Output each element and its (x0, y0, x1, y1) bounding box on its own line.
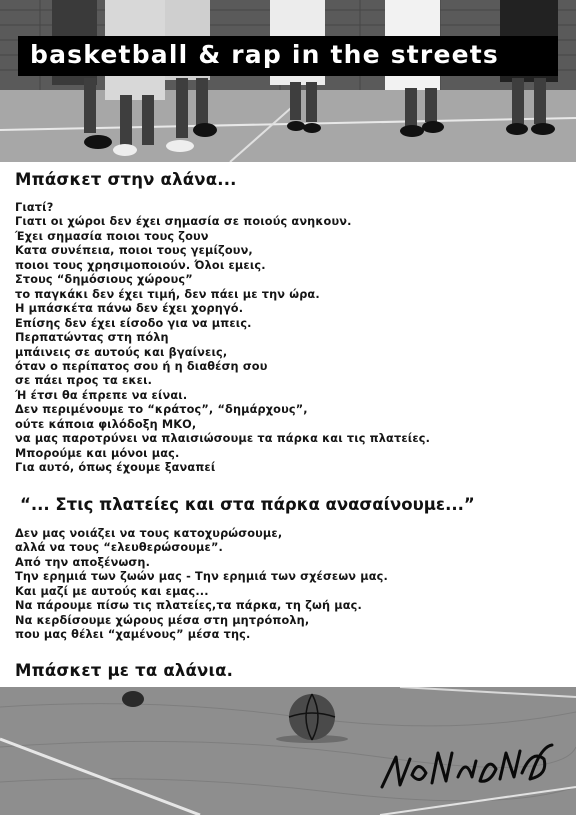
paragraph-liberation (15, 527, 388, 643)
liberation-line: Την ερημιά των ζωών μας - Την ερημιά των σχέσεων μας. (15, 570, 388, 584)
liberation-line: Από την αποξένωση. (15, 555, 151, 569)
liberation-line: Και μαζί με αυτούς και εμας... (15, 584, 209, 598)
manifesto-line: το παγκάκι δεν έχει τιμή, δεν πάει με την ώρα. (15, 287, 320, 301)
manifesto-line: σε πάει προς τα εκει. (15, 374, 153, 388)
manifesto-line: Γιατί? (15, 201, 54, 214)
liberation-line: που μας θέλει “χαμένους” μέσα της. (15, 628, 251, 642)
basketball-icon (289, 694, 335, 740)
manifesto-line: μπάινεις σε αυτούς και βγαίνεις, (15, 345, 228, 359)
paragraph-manifesto (15, 201, 430, 476)
manifesto-line: ποιοι τους χρησιμοποιούν. Όλοι εμεις. (15, 258, 266, 272)
manifesto-line: Στους “δημόσιους χώρους” (15, 273, 193, 287)
footer-photo (0, 687, 576, 815)
manifesto-line: Κατα συνέπεια, ποιοι τους γεμίζουν, (15, 244, 253, 258)
manifesto-line: Γιατι οι χώροι δεν έχει σημασία σε ποιούς ανηκουν. (15, 215, 352, 229)
hero-photo (0, 0, 576, 162)
manifesto-line: Μπορούμε και μόνοι μας. (15, 446, 180, 460)
liberation-line: αλλά να τους “ελευθερώσουμε”. (15, 541, 223, 555)
manifesto-line: ούτε κάποια φιλόδοξη ΜΚΟ, (15, 417, 197, 431)
liberation-line: Δεν μας νοιάζει να τους κατοχυρώσουμε, (15, 527, 283, 540)
court-players-illustration (0, 0, 576, 162)
manifesto-line: Δεν περιμένουμε το “κράτος”, “δημάρχους”, (15, 403, 308, 417)
section-heading-basket-alania: Μπάσκετ με τα αλάνια. (15, 661, 234, 680)
manifesto-line: Η μπάσκέτα πάνω δεν έχει χορηγό. (15, 302, 244, 316)
court-ball-illustration (0, 687, 576, 815)
manifesto-line: να μας παροτρύνει να πλαισιώσουμε τα πάρκα και τις πλατείες. (15, 432, 431, 446)
banner-title: basketball & rap in the streets (30, 40, 499, 69)
pull-quote: “... Στις πλατείες και στα πάρκα ανασαίνουμε...” (20, 495, 475, 514)
manifesto-line: Για αυτό, όπως έχουμε ξαναπεί (15, 461, 216, 475)
manifesto-line: Ή έτσι θα έπρεπε να είναι. (15, 388, 188, 402)
manifesto-line: Έχει σημασία ποιοι τους ζουν (15, 229, 209, 243)
manifesto-line: Επίσης δεν έχει είσοδο για να μπεις. (15, 316, 252, 330)
liberation-line: Να πάρουμε πίσω τις πλατείες,τα πάρκα, τη ζωή μας. (15, 599, 362, 613)
section-heading-basket-alana: Μπάσκετ στην αλάνα... (15, 170, 237, 189)
manifesto-line: όταν ο περίπατος σου ή η διαθέση σου (15, 359, 268, 373)
manifesto-line: Περπατώντας στη πόλη (15, 331, 169, 345)
liberation-line: Να κερδίσουμε χώρους μέσα στη μητρόπολη, (15, 613, 310, 627)
